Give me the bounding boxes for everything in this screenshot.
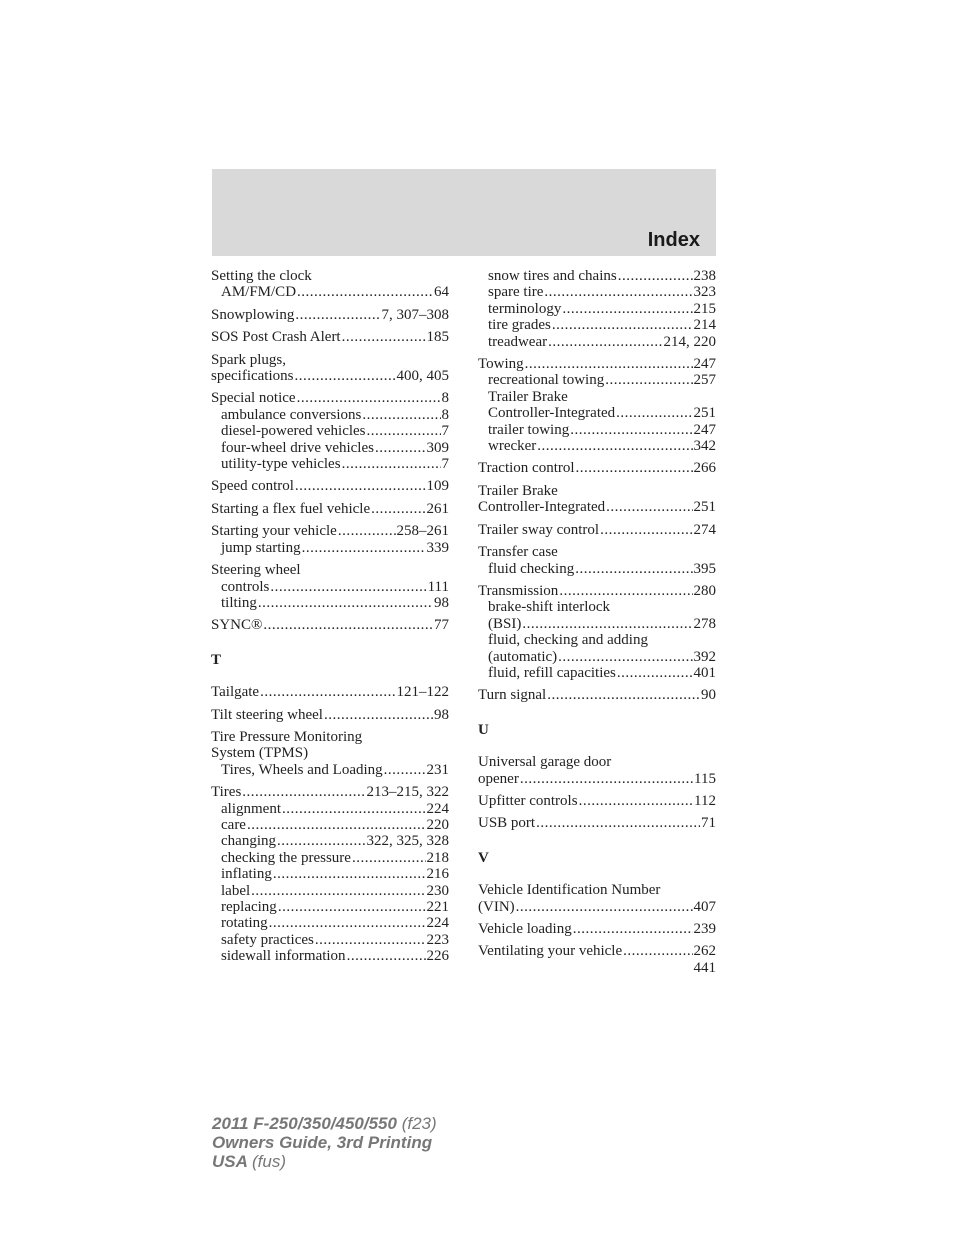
- index-entry-line: [211, 368, 449, 384]
- page-reference: 77: [434, 617, 449, 634]
- leader-dots: [536, 815, 700, 831]
- index-subentry-line: [211, 595, 449, 611]
- page-reference: 98: [434, 594, 449, 611]
- index-entry: [211, 729, 449, 778]
- page-reference: 111: [427, 578, 449, 595]
- header-band: [212, 169, 716, 256]
- leader-dots: [623, 943, 692, 959]
- page-reference: 224: [426, 800, 449, 817]
- entry-text: utility-type vehicles: [221, 456, 341, 473]
- index-entry: [478, 356, 716, 454]
- index-entry-line: [478, 899, 716, 915]
- footer: [212, 1114, 437, 1171]
- index-entry-line: [211, 352, 449, 368]
- page-reference: 400, 405: [396, 368, 449, 385]
- page-reference: 266: [693, 460, 716, 477]
- leader-dots: [618, 268, 693, 284]
- entry-text: inflating: [221, 866, 272, 883]
- page-reference: 262: [693, 943, 716, 960]
- page-reference: 392: [693, 648, 716, 665]
- page-reference: 247: [693, 356, 716, 373]
- page-reference: 221: [426, 899, 449, 915]
- index-subentry-line: [478, 268, 716, 284]
- entry-text: Turn signal: [478, 687, 547, 704]
- leader-dots: [537, 438, 692, 454]
- leader-dots: [362, 407, 440, 423]
- index-entry: [211, 784, 449, 964]
- leader-dots: [258, 595, 433, 611]
- index-subentry-line: [211, 440, 449, 456]
- entry-text: label: [221, 882, 251, 899]
- leader-dots: [342, 456, 441, 472]
- leader-dots: [352, 850, 426, 866]
- entry-text: Towing: [478, 356, 524, 373]
- leader-dots: [277, 833, 366, 849]
- index-entry: [211, 268, 449, 301]
- leader-dots: [384, 762, 426, 778]
- footer-line-1: [212, 1114, 437, 1133]
- entry-text: terminology: [488, 300, 562, 317]
- index-entry-line: [478, 583, 716, 599]
- entry-text: fluid checking: [488, 560, 575, 577]
- index-subentry-line: [211, 801, 449, 817]
- page-reference: 112: [694, 792, 716, 809]
- index-entry: [478, 754, 716, 787]
- index-subentry-line: [211, 284, 449, 300]
- page-reference: 251: [693, 499, 716, 516]
- entry-text: Vehicle Identification Number: [478, 882, 661, 899]
- index-entry: [478, 882, 716, 915]
- entry-text: Special notice: [211, 390, 296, 407]
- index-subentry-line: [211, 883, 449, 899]
- index-entry-line: [211, 268, 449, 284]
- entry-text: Tailgate: [211, 684, 260, 701]
- page-reference: 7, 307–308: [381, 306, 449, 323]
- leader-dots: [548, 334, 662, 350]
- leader-dots: [547, 687, 700, 703]
- index-subentry-line: [478, 317, 716, 333]
- section-letter: T: [211, 651, 222, 668]
- entry-text: ambulance conversions: [221, 406, 362, 423]
- index-entry: [211, 617, 449, 633]
- leader-dots: [575, 561, 692, 577]
- entry-text: (VIN): [478, 898, 515, 915]
- index-entry-line: [211, 307, 449, 323]
- entry-text: AM/FM/CD: [221, 284, 297, 301]
- entry-text: (automatic): [488, 648, 558, 665]
- page-reference: 224: [426, 915, 449, 932]
- index-entry: [478, 522, 716, 538]
- index-entry-line: [211, 501, 449, 517]
- index-entry: [478, 793, 716, 809]
- footer-market-code: (fus): [252, 1152, 286, 1171]
- index-entry: [211, 390, 449, 472]
- index-subentry-line: [211, 948, 449, 964]
- page-reference: 258–261: [396, 523, 449, 540]
- footer-market: USA: [212, 1152, 248, 1171]
- leader-dots: [278, 899, 426, 915]
- page-reference: 342: [693, 438, 716, 455]
- page-reference: 261: [426, 500, 449, 517]
- page-reference: 226: [426, 948, 449, 965]
- entry-text: Vehicle loading: [478, 921, 572, 937]
- index-entry-line: [211, 617, 449, 633]
- entry-text: Tires: [211, 784, 242, 801]
- index-subentry-line: [478, 301, 716, 317]
- leader-dots: [297, 390, 441, 406]
- page-reference: 71: [701, 815, 716, 832]
- leader-dots: [600, 522, 692, 538]
- footer-line-3: [212, 1152, 437, 1171]
- index-entry-line: [478, 483, 716, 499]
- leader-dots: [324, 707, 433, 723]
- entry-text: Tires, Wheels and Loading: [221, 761, 383, 778]
- leader-dots: [295, 478, 426, 494]
- page-reference: 257: [693, 372, 716, 389]
- index-entry-line: [211, 523, 449, 539]
- index-entry-line: [478, 771, 716, 787]
- page-reference: 309: [426, 439, 449, 456]
- entry-text: checking the pressure: [221, 849, 351, 866]
- index-entry-line: [211, 784, 449, 800]
- leader-dots: [242, 784, 365, 800]
- entry-text: Snowplowing: [211, 306, 295, 323]
- leader-dots: [544, 284, 692, 300]
- page-reference: 280: [693, 582, 716, 599]
- page-reference: 407: [693, 898, 716, 915]
- page-reference: 223: [426, 931, 449, 948]
- page-reference: 109: [426, 478, 449, 495]
- leader-dots: [605, 372, 692, 388]
- leader-dots: [525, 356, 693, 372]
- index-entry: [478, 943, 716, 959]
- page-reference: 8: [441, 406, 449, 423]
- leader-dots: [302, 540, 426, 556]
- page-title: Index: [647, 229, 700, 251]
- entry-text: care: [221, 816, 246, 833]
- leader-dots: [295, 307, 380, 323]
- index-subentry-line: [478, 649, 716, 665]
- page-reference: 7: [441, 423, 449, 440]
- leader-dots: [371, 501, 425, 517]
- index-entry: [478, 921, 716, 937]
- leader-dots: [617, 665, 693, 681]
- entry-text: Trailer Brake: [478, 482, 558, 499]
- index-subentry-line: [478, 389, 716, 405]
- leader-dots: [573, 921, 693, 937]
- page-reference: 98: [434, 706, 449, 723]
- entry-text: treadwear: [488, 333, 548, 350]
- index-subentry-line: [478, 422, 716, 438]
- index-subentry-line: [478, 372, 716, 388]
- page-reference: 274: [693, 521, 716, 538]
- index-entry: [211, 501, 449, 517]
- index-subentry-line: [478, 561, 716, 577]
- index-subentry-line: [211, 817, 449, 833]
- entry-text: changing: [221, 833, 276, 850]
- section-letter: V: [478, 849, 489, 866]
- page-reference: 185: [426, 329, 449, 346]
- leader-dots: [338, 523, 396, 539]
- index-entry-line: [211, 562, 449, 578]
- entry-text: Controller-Integrated: [488, 405, 616, 422]
- page-reference: 401: [693, 664, 716, 681]
- entry-text: Starting a flex fuel vehicle: [211, 500, 371, 517]
- leader-dots: [251, 883, 425, 899]
- index-entry-line: [211, 707, 449, 723]
- entry-text: Tilt steering wheel: [211, 706, 323, 723]
- index-entry-line: [478, 943, 716, 959]
- entry-text: opener: [478, 770, 519, 787]
- leader-dots: [367, 423, 441, 439]
- entry-text: spare tire: [488, 284, 544, 301]
- index-entry-line: [211, 745, 449, 761]
- leader-dots: [606, 499, 692, 515]
- leader-dots: [263, 617, 433, 633]
- leader-dots: [375, 440, 426, 456]
- entry-text: Tire Pressure Monitoring: [211, 728, 363, 745]
- entry-text: Spark plugs,: [211, 351, 286, 368]
- leader-dots: [516, 899, 693, 915]
- page-reference: 322, 325, 328: [366, 833, 449, 850]
- index-subentry-line: [478, 334, 716, 350]
- index-subentry-line: [211, 423, 449, 439]
- leader-dots: [579, 793, 693, 809]
- page-reference: 238: [693, 268, 716, 284]
- index-subentry-line: [478, 284, 716, 300]
- entry-text: Setting the clock: [211, 268, 312, 284]
- entry-text: sidewall information: [221, 948, 346, 965]
- page-reference: 8: [441, 390, 449, 407]
- index-entry: [478, 544, 716, 577]
- leader-dots: [570, 422, 692, 438]
- index-subentry-line: [478, 665, 716, 681]
- index-entry: [211, 562, 449, 611]
- index-subentry-line: [211, 915, 449, 931]
- index-entry-line: [211, 729, 449, 745]
- page-reference: 323: [693, 284, 716, 301]
- index-entry-line: [478, 921, 716, 937]
- page-reference: 214, 220: [663, 333, 716, 350]
- entry-text: rotating: [221, 915, 268, 932]
- entry-text: controls: [221, 578, 270, 595]
- page-reference: 216: [426, 866, 449, 883]
- page-number: 441: [693, 960, 716, 976]
- entry-text: Steering wheel: [211, 562, 301, 579]
- leader-dots: [315, 932, 426, 948]
- entry-text: Transmission: [478, 582, 559, 599]
- footer-line-2: Owners Guide, 3rd Printing: [212, 1133, 433, 1152]
- entry-text: alignment: [221, 800, 281, 817]
- index-entry: [211, 707, 449, 723]
- index-subentry-line: [478, 616, 716, 632]
- leader-dots: [260, 684, 395, 700]
- page-reference: 213–215, 322: [366, 784, 449, 801]
- entry-text: Speed control: [211, 478, 294, 495]
- index-entry: [478, 268, 716, 350]
- page-reference: 7: [441, 456, 449, 473]
- index-entry-line: [211, 329, 449, 345]
- leader-dots: [273, 866, 426, 882]
- index-entry: [478, 483, 716, 516]
- entry-text: replacing: [221, 899, 277, 915]
- leader-dots: [269, 915, 426, 931]
- leader-dots: [247, 817, 426, 833]
- index-entry-line: [478, 499, 716, 515]
- page-reference: 121–122: [396, 684, 449, 701]
- entry-text: USB port: [478, 815, 536, 832]
- index-subentry-line: [211, 833, 449, 849]
- page-reference: 115: [694, 770, 716, 787]
- page-reference: 395: [693, 560, 716, 577]
- leader-dots: [576, 460, 693, 476]
- page-reference: 230: [426, 882, 449, 899]
- page-reference: 220: [426, 816, 449, 833]
- index-entry-line: [478, 882, 716, 898]
- index-column-left: [211, 268, 449, 971]
- leader-dots: [270, 579, 426, 595]
- page-reference: 218: [426, 849, 449, 866]
- index-subentry-line: [211, 456, 449, 472]
- page-reference: 215: [693, 300, 716, 317]
- entry-text: fluid, refill capacities: [488, 664, 616, 681]
- index-entry-line: [478, 544, 716, 560]
- entry-text: trailer towing: [488, 421, 570, 438]
- index-subentry-line: [211, 579, 449, 595]
- entry-text: recreational towing: [488, 372, 605, 389]
- leader-dots: [297, 284, 433, 300]
- index-entry: [211, 329, 449, 345]
- entry-text: Transfer case: [478, 544, 558, 561]
- index-subentry-line: [211, 762, 449, 778]
- page-reference: 90: [701, 687, 716, 704]
- index-entry-line: [478, 522, 716, 538]
- page-reference: 64: [434, 284, 449, 301]
- leader-dots: [552, 317, 693, 333]
- index-entry-line: [211, 478, 449, 494]
- entry-text: Trailer sway control: [478, 521, 600, 538]
- entry-text: diesel-powered vehicles: [221, 423, 366, 440]
- entry-text: wrecker: [488, 438, 537, 455]
- entry-text: (BSI): [488, 615, 522, 632]
- index-subentry-line: [478, 632, 716, 648]
- entry-text: fluid, checking and adding: [488, 632, 648, 649]
- page-reference: 278: [693, 615, 716, 632]
- page-reference: 231: [426, 761, 449, 778]
- leader-dots: [562, 301, 692, 317]
- index-subentry-line: [478, 438, 716, 454]
- entry-text: tire grades: [488, 317, 551, 334]
- leader-dots: [294, 368, 395, 384]
- entry-text: jump starting: [221, 539, 301, 556]
- page-reference: 339: [426, 539, 449, 556]
- leader-dots: [522, 616, 692, 632]
- index-subentry-line: [211, 407, 449, 423]
- entry-text: snow tires and chains: [488, 268, 617, 284]
- index-entry-line: [478, 793, 716, 809]
- index-entry: [478, 815, 716, 831]
- page-reference: 239: [693, 921, 716, 937]
- entry-text: SOS Post Crash Alert: [211, 329, 341, 346]
- entry-text: specifications: [211, 368, 294, 385]
- leader-dots: [558, 649, 692, 665]
- index-entry: [211, 307, 449, 323]
- page-reference: 247: [693, 421, 716, 438]
- entry-text: Ventilating your vehicle: [478, 943, 623, 960]
- entry-text: tilting: [221, 594, 257, 611]
- index-entry: [478, 460, 716, 476]
- index-entry: [211, 478, 449, 494]
- index-entry-line: [478, 754, 716, 770]
- section-letter: U: [478, 721, 489, 738]
- entry-text: safety practices: [221, 931, 314, 948]
- index-subentry-line: [478, 599, 716, 615]
- index-entry: [478, 583, 716, 681]
- page-reference: 251: [693, 405, 716, 422]
- entry-text: Universal garage door: [478, 754, 612, 771]
- index-entry: [211, 523, 449, 556]
- index-entry: [211, 352, 449, 385]
- entry-text: System (TPMS): [211, 745, 309, 762]
- index-entry-line: [478, 815, 716, 831]
- leader-dots: [616, 405, 692, 421]
- page-reference: 214: [693, 317, 716, 334]
- index-subentry-line: [211, 540, 449, 556]
- entry-text: brake-shift interlock: [488, 599, 611, 616]
- index-subentry-line: [211, 899, 449, 915]
- index-entry-line: [478, 687, 716, 703]
- entry-text: Starting your vehicle: [211, 523, 337, 540]
- index-subentry-line: [211, 866, 449, 882]
- index-entry-line: [478, 460, 716, 476]
- leader-dots: [520, 771, 693, 787]
- entry-text: Controller-Integrated: [478, 499, 606, 516]
- footer-model: 2011 F-250/350/450/550: [212, 1114, 397, 1133]
- index-entry: [211, 684, 449, 700]
- entry-text: four-wheel drive vehicles: [221, 439, 374, 456]
- entry-text: Traction control: [478, 460, 575, 477]
- index-entry: [478, 687, 716, 703]
- leader-dots: [342, 329, 426, 345]
- entry-text: SYNC®: [211, 617, 263, 634]
- index-entry-line: [211, 390, 449, 406]
- index-subentry-line: [211, 850, 449, 866]
- entry-text: Upfitter controls: [478, 792, 578, 809]
- leader-dots: [347, 948, 426, 964]
- index-subentry-line: [211, 932, 449, 948]
- footer-model-code: (f23): [401, 1114, 437, 1133]
- leader-dots: [559, 583, 692, 599]
- entry-text: Trailer Brake: [488, 388, 568, 405]
- index-entry-line: [478, 356, 716, 372]
- index-column-right: [478, 268, 716, 966]
- index-entry-line: [211, 684, 449, 700]
- index-subentry-line: [478, 405, 716, 421]
- leader-dots: [282, 801, 426, 817]
